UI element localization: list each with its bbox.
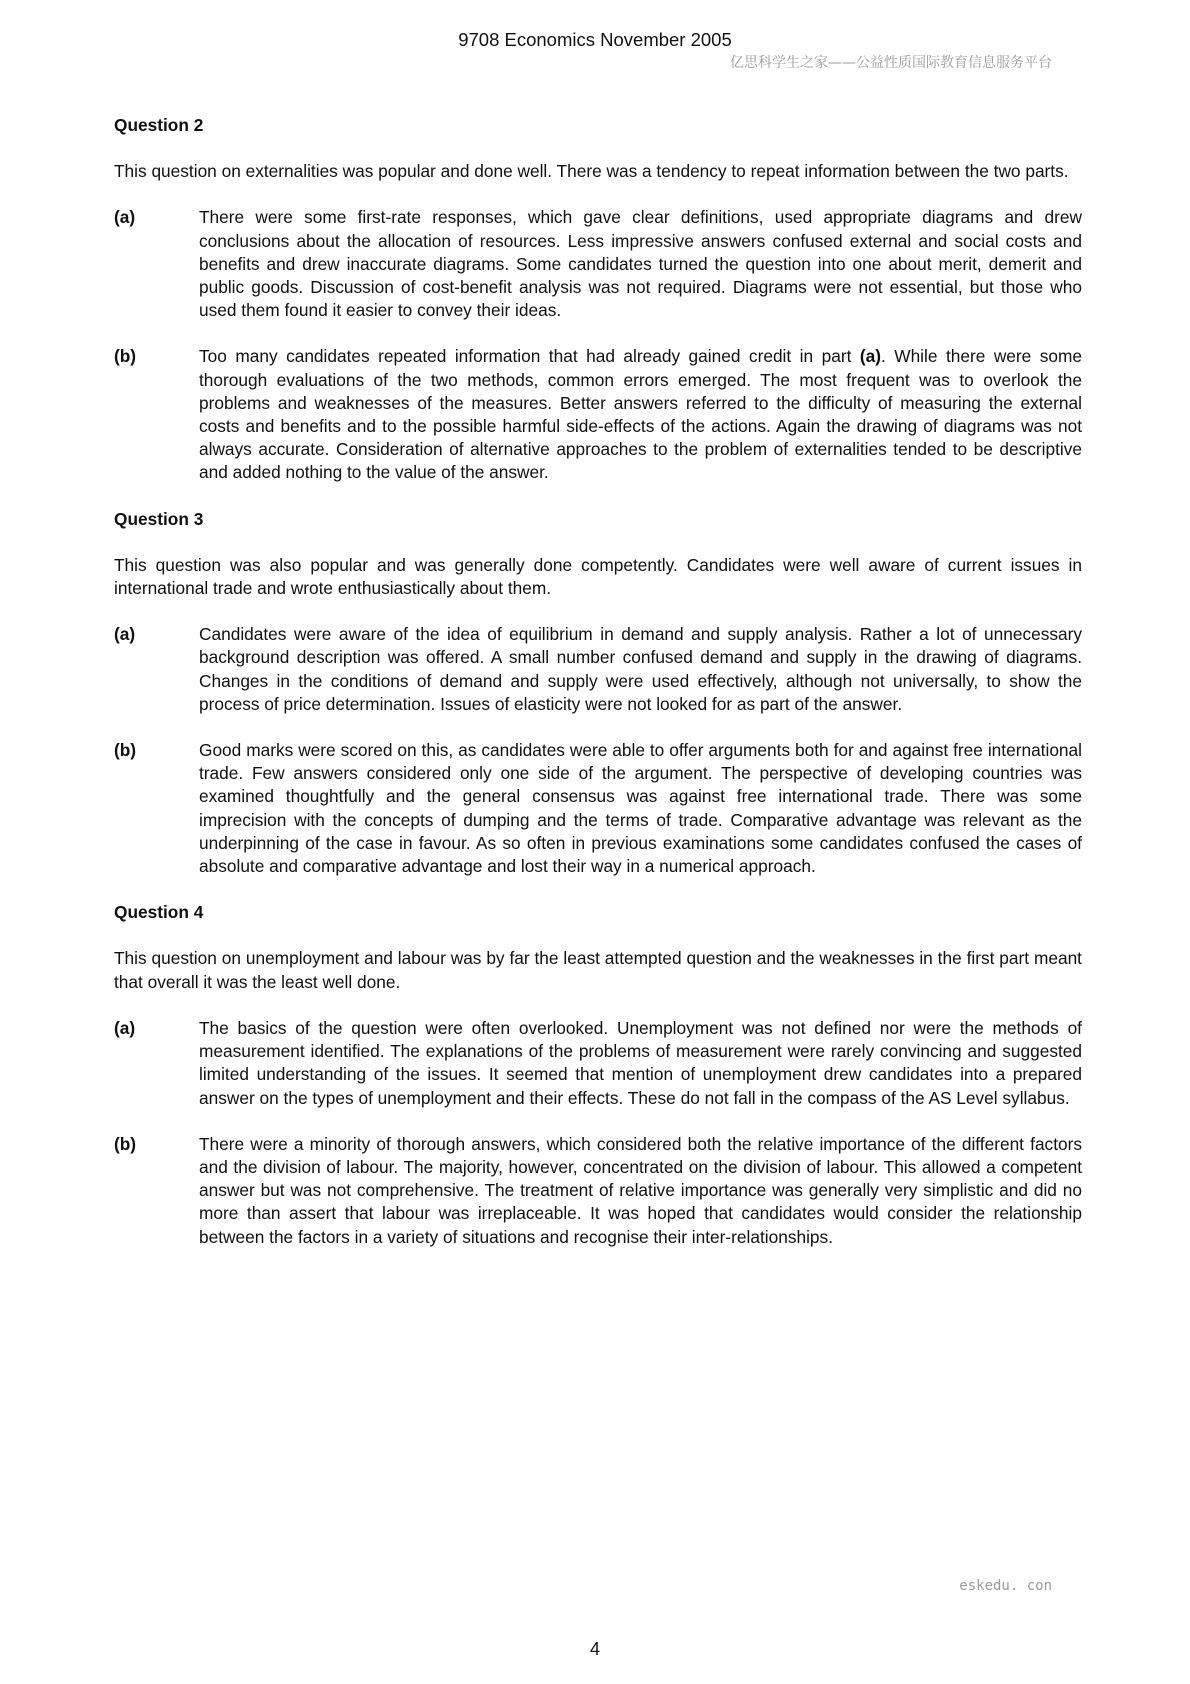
question-part-a: [114, 1017, 1082, 1110]
question-part-a: [114, 206, 1082, 322]
question-part-a: [114, 623, 1082, 716]
part-reference: (a): [859, 346, 881, 367]
question-intro: This question was also popular and was generally done competently. Candidates were well aware of current issues in international trade and wrote enthusiastically about them.: [114, 554, 1082, 599]
page-number: 4: [589, 1639, 600, 1659]
question-intro: This question on unemployment and labour was by far the least attempted question and the weaknesses in the first part meant that overall it was the least well done.: [114, 948, 1082, 992]
question-part-b: [114, 345, 1082, 484]
part-label: (a): [114, 624, 136, 645]
part-text-start: Too many candidates repeated information that had already gained credit in part: [199, 346, 860, 367]
part-label: (b): [114, 1133, 137, 1154]
question-2-section: [114, 114, 1082, 485]
part-text: Good marks were scored on this, as candidates were able to offer arguments both for and against free international trade. Few answers considered only one side of the argument. The perspective of developing countries was examined thoughtfully and the general consensus was against free international trade. There was some imprecision with the concepts of dumping and the terms of trade. Comparative advantage was relevant as the underpinning of the case in favour. As so often in previous examinations some candidates confused the cases of absolute and comparative advantage and lost their way in a numerical approach.: [199, 740, 1082, 877]
question-heading: Question 2: [114, 115, 204, 135]
part-text: There were some first-rate responses, which gave clear definitions, used appropriate diagrams and drew conclusions about the allocation of resources. Less impressive answers confused external and social costs and benefits and drew inaccurate diagrams. Some candidates turned the question into one about merit, demerit and public goods. Discussion of cost-benefit analysis was not required. Diagrams were not essential, but those who used them found it easier to convey their ideas.: [199, 207, 1082, 321]
part-label: (a): [114, 207, 136, 228]
question-3-section: [114, 508, 1082, 879]
footer-watermark-text: eskedu. con: [959, 1578, 1052, 1594]
part-text-end: . While there were some thorough evaluations of the two methods, common errors emerged. The most frequent was to overlook the problems and weaknesses of the measures. Better answers referred to the difficulty of measuring the external costs and benefits and to the possible harmful side-effects of the actions. Again the drawing of diagrams was not always accurate. Consideration of alternative approaches to the problem of externalities tended to be descriptive and added nothing to the value of the answer.: [199, 346, 1083, 483]
page-header-title: 9708 Economics November 2005: [458, 29, 732, 50]
question-heading: Question 3: [114, 508, 204, 529]
question-intro: This question on externalities was popular and done well. There was a tendency to repeat information between the two parts.: [114, 161, 1069, 182]
part-text: [199, 345, 1082, 484]
header-watermark-text: 亿思科学生之家——公益性质国际教育信息服务平台: [730, 55, 1052, 71]
part-text: Candidates were aware of the idea of equilibrium in demand and supply analysis. Rather a lot of unnecessary background description was offered. A small number confused demand and supply in the drawing of diagrams. Changes in the conditions of demand and supply were used effectively, although not universally, to show the process of price determination. Issues of elasticity were not looked for as part of the answer.: [199, 624, 1082, 714]
question-heading: Question 4: [114, 902, 204, 923]
part-label: (a): [114, 1017, 136, 1038]
document-body: [114, 114, 1082, 1249]
question-4-section: [114, 901, 1082, 1248]
part-label: (b): [114, 740, 137, 761]
question-part-b: [114, 739, 1082, 878]
part-text: The basics of the question were often overlooked. Unemployment was not defined nor were the methods of measurement identified. The explanations of the problems of measurement were rarely convincing and suggested limited understanding of the issues. It seemed that mention of unemployment drew candidates into a prepared answer on the types of unemployment and their effects. These do not fall in the compass of the AS Level syllabus.: [199, 1017, 1082, 1108]
question-part-b: [114, 1133, 1082, 1249]
part-text: There were a minority of thorough answers, which considered both the relative importance of the different factors and the division of labour. The majority, however, concentrated on the division of labour. This allowed a competent answer but was not comprehensive. The treatment of relative importance was generally very simplistic and did no more than assert that labour was irreplaceable. It was hoped that candidates would consider the relationship between the factors in a variety of situations and recognise their inter-relationships.: [199, 1133, 1082, 1247]
part-label: (b): [114, 346, 137, 367]
